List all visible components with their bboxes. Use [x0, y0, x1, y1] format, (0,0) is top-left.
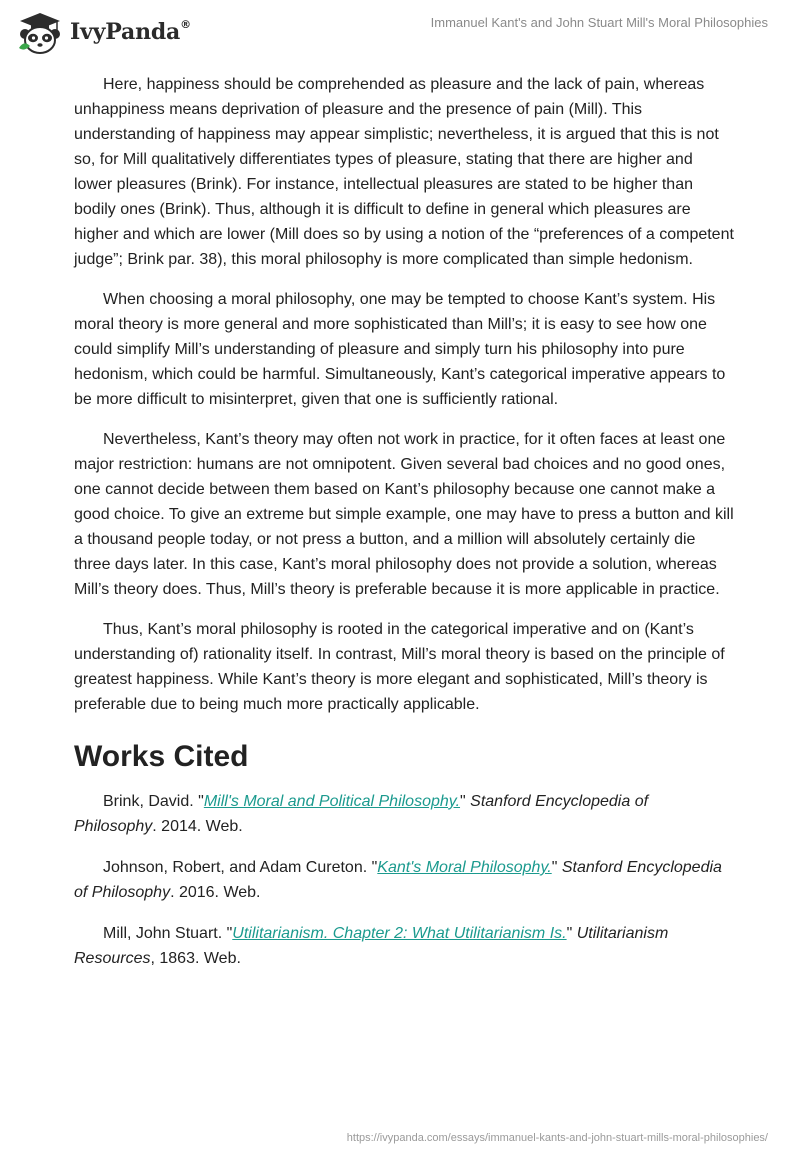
brand-name[interactable]	[70, 19, 191, 45]
citation-quote: "	[566, 925, 577, 942]
citation-tail: . 2014. Web.	[152, 818, 243, 835]
citation-tail: . 2016. Web.	[170, 884, 261, 901]
works-cited-heading: Works Cited	[74, 740, 249, 773]
registered-mark: ®	[180, 17, 191, 31]
essay-content	[74, 72, 734, 987]
document-title: Immanuel Kant's and John Stuart Mill's Moral Philosophies	[430, 15, 768, 30]
body-paragraph-3: Nevertheless, Kant’s theory may often not work in practice, for it often faces at least one major restriction: humans are not omnipotent. Given several bad choices and no good ones, one cannot decide between them based on Kant’s philosophy because one cannot make a good choice. To give an extreme but simple example, one may have to press a button and kill a thousand people today, or not press a button, and a million will absolutely certainly die three days later. In this case, Kant’s moral philosophy does not provide a solution, whereas Mill’s theory does. Thus, Mill’s theory is preferable because it is more applicable in practice.	[74, 431, 734, 598]
body-paragraph-4: Thus, Kant’s moral philosophy is rooted in the categorical imperative and on (Kant’s understanding of) rationality itself. In contrast, Mill’s moral theory is based on the principle of greatest happiness. While Kant’s theory is more elegant and sophisticated, Mill’s theory is preferable due to being much more practically applicable.	[74, 621, 725, 713]
citation-author: Johnson, Robert, and Adam Cureton. "	[103, 859, 378, 876]
citation-quote: "	[551, 859, 562, 876]
citation-2	[74, 855, 734, 905]
citation-author: Brink, David. "	[103, 793, 204, 810]
citation-source: Utilitarianism Resources	[74, 925, 669, 967]
citation-tail: , 1863. Web.	[150, 950, 241, 967]
citation-quote: "	[460, 793, 471, 810]
citation-link[interactable]: Mill's Moral and Political Philosophy.	[203, 793, 461, 810]
citation-link[interactable]: Kant's Moral Philosophy.	[377, 859, 552, 876]
body-paragraph-2: When choosing a moral philosophy, one may be tempted to choose Kant’s system. His moral theory is more general and more sophisticated than Mill’s; it is easy to see how one could simplify Mill’s understanding of pleasure and simply turn his philosophy into pure hedonism, which could be harmful. Simultaneously, Kant’s categorical imperative appears to be more difficult to misinterpret, given that one is sufficiently rational.	[74, 291, 726, 408]
brand-text: IvyPanda	[70, 19, 181, 45]
citation-author: Mill, John Stuart. "	[103, 925, 233, 942]
page-header	[0, 0, 800, 66]
body-paragraph-1: Here, happiness should be comprehended as pleasure and the lack of pain, whereas unhappiness means deprivation of pleasure and the presence of pain (Mill). This understanding of happiness may appear simplistic; nevertheless, it is argued that this is not so, for Mill qualitatively differentiates types of pleasure, stating that there are higher and lower pleasures (Brink). For instance, intellectual pleasures are stated to be higher than bodily ones (Brink). Thus, although it is difficult to define in general which pleasures are higher and which are lower (Mill does so by using a notion of the “preferences of a competent judge”; Brink par. 38), this moral philosophy is more complicated than simple hedonism.	[74, 76, 734, 268]
panda-logo-icon[interactable]	[16, 10, 64, 56]
footer-url: https://ivypanda.com/essays/immanuel-kants-and-john-stuart-mills-moral-philosophies/	[346, 1132, 768, 1144]
citation-link[interactable]: Utilitarianism. Chapter 2: What Utilitarianism Is.	[232, 925, 567, 942]
citation-source: Stanford Encyclopedia of Philosophy	[74, 859, 722, 901]
citation-1	[74, 789, 734, 839]
citation-3	[74, 921, 734, 971]
citation-source: Stanford Encyclopedia of Philosophy	[74, 793, 649, 835]
